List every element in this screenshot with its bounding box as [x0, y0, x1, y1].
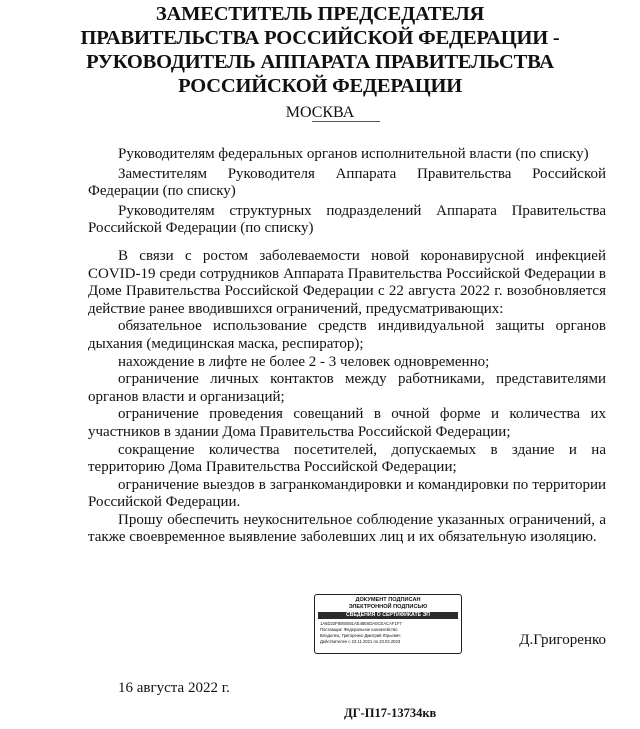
intro-paragraph: В связи с ростом заболеваемости новой коронавирусной инфекцией COVID-19 среди сотрудников Аппарата Правительства Российской Федерации в Доме Правительства Российской Федерации с 22 августа 2022 г. возобновляется действие ранее вводившихся ограничений, предусматривающих: — [88, 247, 606, 317]
stamp-line-1: ДОКУМЕНТ ПОДПИСАН — [355, 597, 421, 603]
restriction-item-6: ограничение выездов в загранкомандировки и командировки по территории Российской Федерации. — [88, 476, 606, 511]
addressee-1: Руководителям федеральных органов исполнительной власти (по списку) — [118, 146, 589, 162]
stamp-line-2: ЭЛЕКТРОННОЙ ПОДПИСЬЮ — [348, 604, 428, 610]
addressee-2: Заместителям Руководителя Аппарата Правительства Российской Федерации (по списку) — [88, 165, 606, 200]
stamp-validity: Действителен с 23.11.2021 по 23.02.2023 — [320, 639, 401, 644]
document-date: 16 августа 2022 г. — [118, 680, 230, 696]
title-line-1: ЗАМЕСТИТЕЛЬ ПРЕДСЕДАТЕЛЯ — [155, 3, 485, 25]
addressee-3: Руководителям структурных подразделений Аппарата Правительства Российской Федерации (по списку) — [88, 202, 606, 237]
restriction-item-1: обязательное использование средств индивидуальной защиты органов дыхания (медицинская маска, респиратор); — [88, 318, 606, 352]
signature-block — [88, 594, 606, 654]
city-name: МОСКВА — [285, 104, 355, 121]
stamp-owner: Владелец: Григоренко Дмитрий Юрьевич — [320, 633, 401, 638]
restriction-item-3: ограничение личных контактов между работниками, представителями органов власти и организаций; — [88, 371, 606, 405]
electronic-signature-stamp — [314, 594, 462, 654]
closing-paragraph: Прошу обеспечить неукоснительное соблюдение указанных ограничений, а также своевременное выявление заболевших лиц и их обязательную изоляцию. — [88, 511, 606, 546]
restriction-item-4: ограничение проведения совещаний в очной форме и количества их участников в здании Дома Правительства Российской Федерации; — [88, 406, 606, 440]
city-underline — [312, 121, 380, 122]
document-body — [88, 146, 606, 547]
stamp-issuer: Поставщик: Федеральное казначейство — [320, 627, 398, 632]
stamp-certificate-bar: СВЕДЕНИЯ О СЕРТИФИКАТЕ ЭП — [318, 612, 458, 619]
stamp-serial: 1A6D23F8060081AE48E6DA0CEACAF1F7 — [320, 621, 402, 626]
restriction-item-2: нахождение в лифте не более 2 - 3 человек одновременно; — [118, 353, 490, 370]
document-number: ДГ-П17-13734кв — [344, 706, 437, 720]
title-line-3: РУКОВОДИТЕЛЬ АППАРАТА ПРАВИТЕЛЬСТВА — [86, 51, 554, 73]
restriction-item-5: сокращение количества посетителей, допускаемых в здание и на территорию Дома Правительства Российской Федерации; — [88, 441, 606, 476]
title-line-4: РОССИЙСКОЙ ФЕДЕРАЦИИ — [178, 75, 462, 97]
signer-name: Д.Григоренко — [519, 632, 606, 648]
document-title — [40, 2, 600, 98]
title-line-2: ПРАВИТЕЛЬСТВА РОССИЙСКОЙ ФЕДЕРАЦИИ - — [80, 27, 560, 49]
